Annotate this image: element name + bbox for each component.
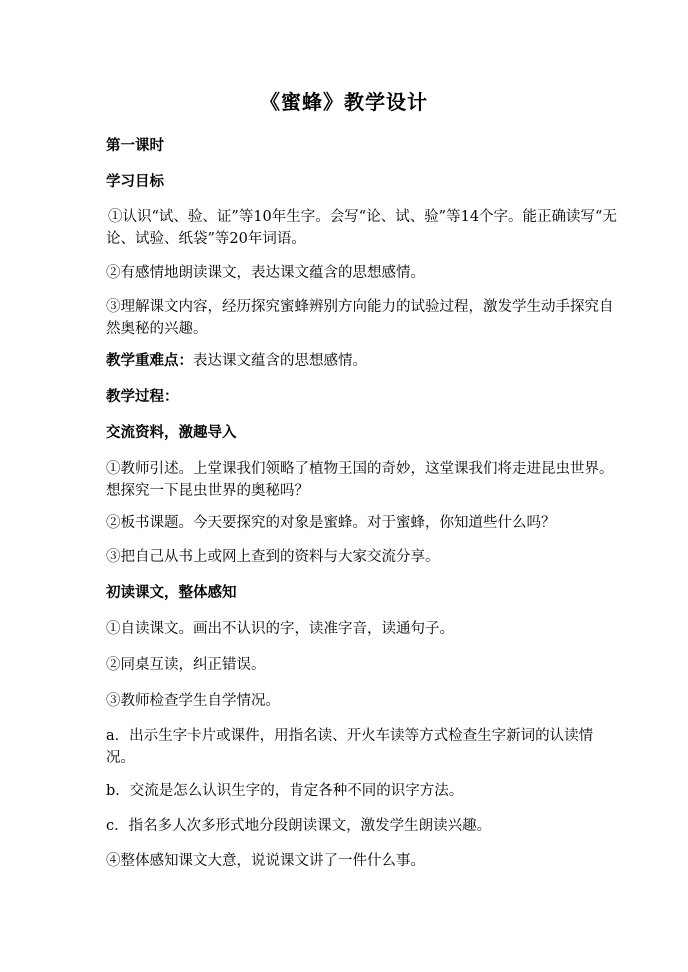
process-heading: 教学过程： [106,389,179,405]
process-sub-item: c．指名多人次多形式地分段朗读课文，激发学生朗读兴趣。 [106,818,492,834]
document-title: 《蜜蜂》教学设计 [260,90,428,114]
lesson-label: 第一课时 [106,138,164,154]
objective-item: ③理解课文内容，经历探究蜜蜂辨别方向能力的试验过程，激发学生动手探究自然奥秘的兴趣。 [106,299,614,337]
process-item: ②板书课题。今天要探究的对象是蜜蜂。对于蜜蜂，你知道些什么吗？ [106,515,556,531]
process-item: ④整体感知课文大意，说说课文讲了一件什么事。 [106,853,425,869]
section-heading: 初读课文，整体感知 [106,585,237,601]
objectives-heading: 学习目标 [106,174,164,190]
process-sub-item: b．交流是怎么认识生字的，肯定各种不同的识字方法。 [106,783,464,799]
process-item: ①教师引述。上堂课我们领略了植物王国的奇妙，这堂课我们将走进昆虫世界。想探究一下昆虫世界的奥秘吗？ [106,461,614,499]
key-points-label: 教学重难点： [106,353,193,369]
process-item: ②同桌互读，纠正错误。 [106,657,266,673]
objective-item: ①认识“试、验、证”等10年生字。会写“论、试、验”等14个字。能正确读写“无论、试验、纸袋”等20年词语。 [106,209,617,247]
key-points [106,350,618,372]
process-sub-item: a．出示生字卡片或课件，用指名读、开火车读等方式检查生字新词的认读情况。 [106,728,594,766]
section-heading: 交流资料，激趣导入 [106,425,237,441]
key-points-text: 表达课文蕴含的思想感情。 [193,353,367,369]
objective-item: ②有感情地朗读课文，表达课文蕴含的思想感情。 [106,265,425,281]
process-item: ③把自己从书上或网上查到的资料与大家交流分享。 [106,549,440,565]
process-item: ③教师检查学生自学情况。 [106,693,280,709]
process-item: ①自读课文。画出不认识的字，读准字音，读通句子。 [106,621,454,637]
